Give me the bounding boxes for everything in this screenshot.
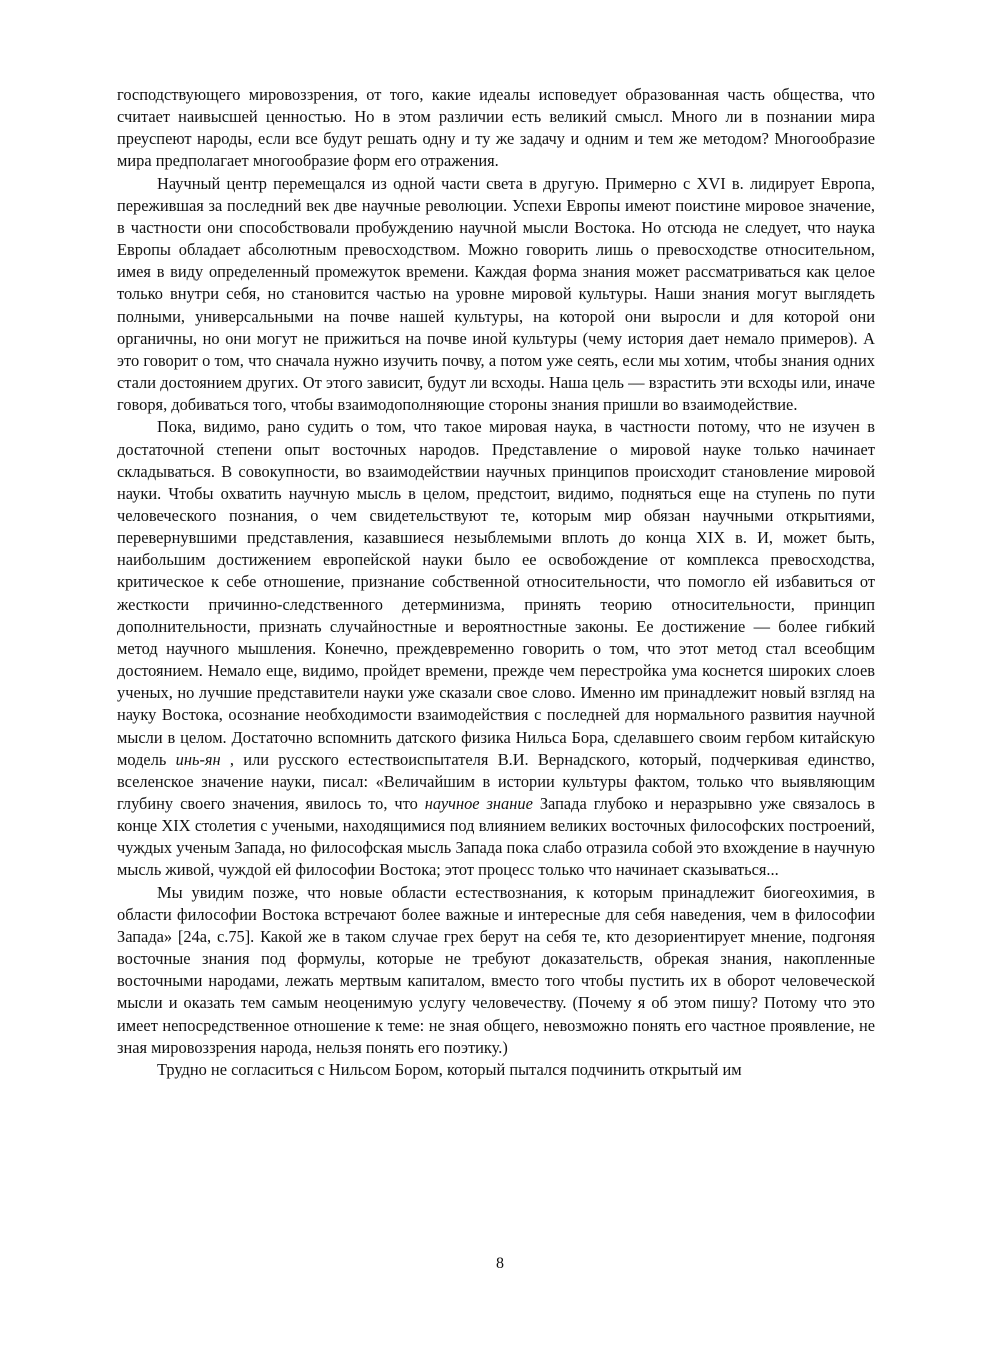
paragraph <box>117 882 875 1059</box>
document-page <box>117 84 875 1081</box>
paragraph <box>117 173 875 417</box>
page-number: 8 <box>496 1255 504 1272</box>
paragraph-text: Трудно не согласиться с Нильсом Бором, который пытался подчинить открытый им <box>157 1059 742 1079</box>
paragraph-text: Научный центр перемещался из одной части света в другую. Примерно с XVI в. лидирует Европа, пережившая за последний век две научные революции. Успехи Европы имеют поистине мировое значение, в частности они способствовали пробуждению научной мысли Востока. Но отсюда не следует, что наука Европы обладает абсолютным превосходством. Можно говорить лишь о превосходстве относительном, имея в виду определенный промежуток времени. Каждая форма знания может рассматриваться как целое только внутри себя, но становится частью на уровне мировой культуры. Наши знания могут выглядеть полными, универсальными на почве нашей культуры, на которой они выросли и для которой они органичны, но они могут не прижиться на почве иной культуры (чему история дает немало примеров). А это говорит о том, что сначала нужно изучить почву, а потом уже сеять, если мы хотим, чтобы знания одних стали достоянием других. От этого зависит, будут ли всходы. Наша цель — взрастить эти всходы или, иначе говоря, добиваться того, чтобы взаимодополняющие стороны знания пришли во взаимодействие. <box>117 173 875 415</box>
paragraph-text: Мы увидим позже, что новые области естествознания, к которым принадлежит биогеохимия, в области философии Востока встречают более важные и интересные для себя наведения, чем в философии Запада» [24а, с.75]. Какой же в таком случае грех берут на себя те, кто дезориентирует мнение, подгоняя восточные знания под формулы, которые не требуют доказательств, обрекая знания, накопленные восточными народами, лежать мертвым капиталом, вместо того чтобы пустить их в оборот человеческой мысли и оказать тем самым неоценимую услугу человечеству. (Почему я об этом пишу? Потому что это имеет непосредственное отношение к теме: не зная общего, невозможно понять его частное проявление, не зная мировоззрения народа, нельзя понять его поэтику.) <box>117 882 875 1057</box>
paragraph-text: Запада глубоко и неразрывно уже связалось в конце XIX столетия с учеными, находящимися под влиянием великих восточных философских построений, чуждых ученым Запада, но философская мысль Запада пока слабо отразила собой это вхождение в научную мысль живой, чуждой ей философии Востока; этот процесс только что начинает сказываться... <box>117 794 875 880</box>
paragraph-text: Пока, видимо, рано судить о том, что такое мировая наука, в частности потому, что не изучен в достаточной степени опыт восточных народов. Представление о мировой науке только начинает складываться. В совокупности, во взаимодействии научных принципов происходит становление мировой науки. Чтобы охватить научную мысль в целом, предстоит, видимо, подняться еще на ступень по пути человеческого познания, о чем свидетельствуют те, которым мир обязан научными открытиями, перевернувшими представления, казавшиеся незыблемыми вплоть до конца XIX в. И, может быть, наибольшим достижением европейской науки было ее освобождение от комплекса превосходства, критическое к себе отношение, признание собственной относительности, что помогло ей избавиться от жесткости причинно-следственного детерминизма, принять теорию относительности, принцип дополнительности, признать случайностные и вероятностные законы. Ее достижение — более гибкий метод научного мышления. Конечно, преждевременно говорить о том, что этот метод стал всеобщим достоянием. Немало еще, видимо, пройдет времени, прежде чем перестройка ума коснется широких слоев ученых, но лучшие представители науки уже сказали свое слово. Именно им принадлежит новый взгляд на науку Востока, осознание необходимости взаимодействия с последней для нормального развития научной мысли в целом. Достаточно вспомнить датского физика Нильса Бора, сделавшего своим гербом китайскую модель <box>117 417 875 769</box>
paragraph <box>117 1059 875 1081</box>
paragraph-text: господствующего мировоззрения, от того, какие идеалы исповедует образованная часть общества, что считает наивысшей ценностью. Но в этом различии есть великий смысл. Много ли в познании мира преуспеют народы, если все будут решать одну и ту же задачу и одним и тем же методом? Многообразие мира предполагает многообразие форм его отражения. <box>117 85 875 171</box>
italic-term-yin-yang: инь-ян <box>175 749 221 769</box>
paragraph <box>117 416 875 881</box>
italic-term-scientific-knowledge: научное знание <box>424 794 533 813</box>
paragraph-text: , или русского естествоиспытателя В.И. Вернадского, который, подчеркивая единство, вселенское значение науки, писал: «Величайшим в истории культуры фактом, только что выявляющим глубину своего значения, явилось то, что <box>117 749 876 813</box>
paragraph <box>117 84 875 173</box>
